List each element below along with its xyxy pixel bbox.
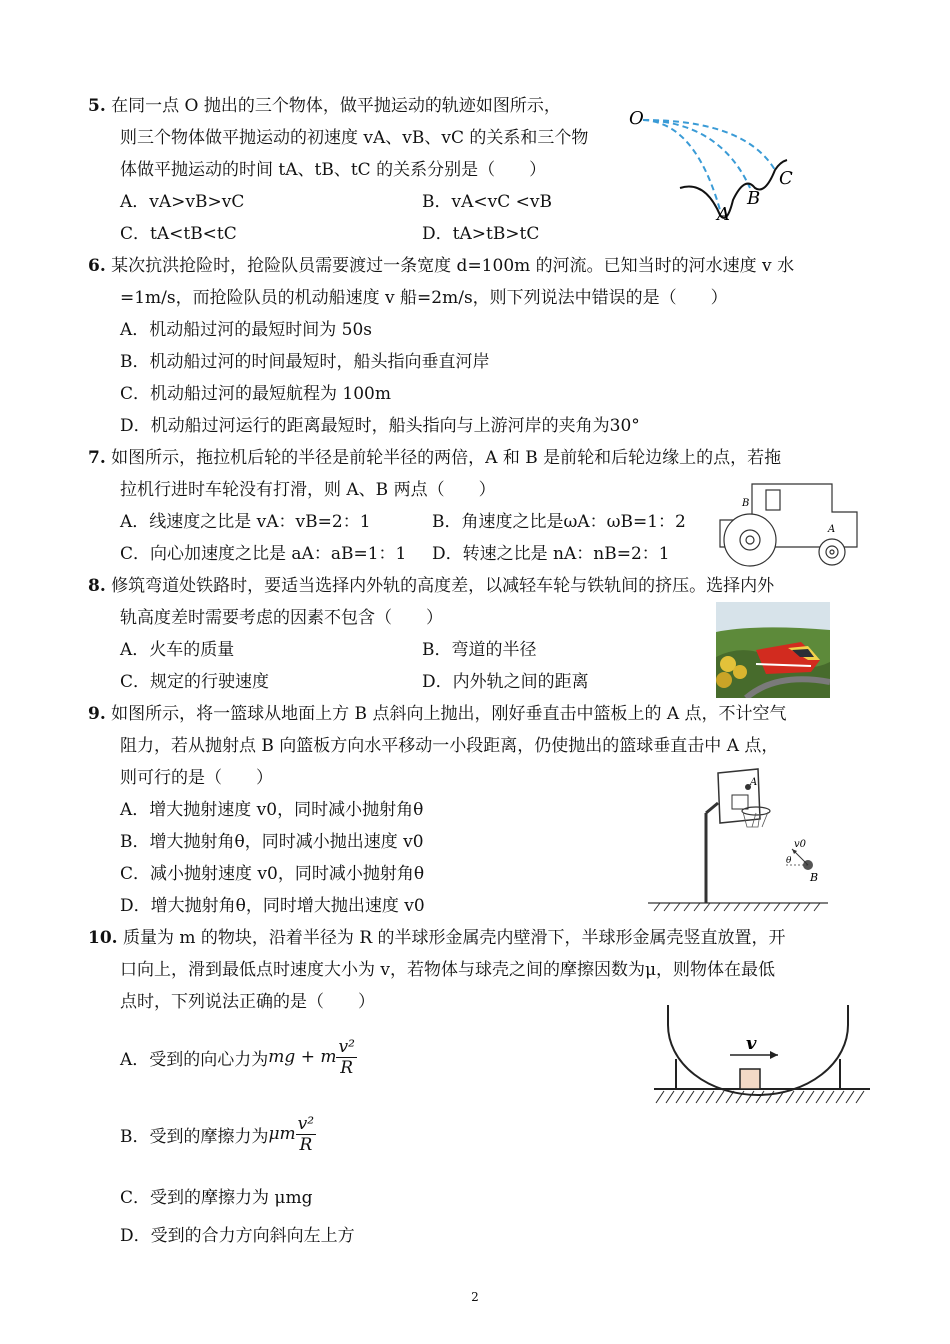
projectile-figure — [625, 100, 805, 230]
question-text: =1m/s，而抢险队员的机动船速度 v 船=2m/s，则下列说法中错误的是（ ） — [120, 288, 728, 308]
option-d[interactable]: D．内外轨之间的距离 — [422, 672, 589, 692]
question-6 — [88, 250, 868, 442]
label-b: B — [810, 871, 819, 884]
option-b[interactable]: B．角速度之比是ωA：ωB=1：2 — [432, 512, 686, 532]
label-v: v — [746, 1033, 757, 1054]
question-text: 如图所示，拖拉机后轮的半径是前轮半径的两倍，A 和 B 是前轮和后轮边缘上的点，若拖 — [111, 448, 782, 468]
option-d[interactable]: D．机动船过河运行的距离最短时，船头指向与上游河岸的夹角为30° — [120, 416, 640, 436]
question-text: 拉机行进时车轮没有打滑，则 A、B 两点（ ） — [120, 480, 496, 500]
option-d[interactable]: D．受到的合力方向斜向左上方 — [120, 1226, 355, 1246]
label-c: C — [779, 168, 793, 189]
option-b-expr: μm — [268, 1124, 296, 1144]
question-number: 5. — [88, 96, 106, 116]
question-number: 7. — [88, 448, 106, 468]
question-text: 轨高度差时需要考虑的因素不包含（ ） — [120, 608, 443, 628]
question-text: 阻力，若从抛射点 B 向篮板方向水平移动一小段距离，仍使抛出的篮球垂直击中 A 点， — [120, 736, 779, 756]
option-a-text: A．受到的向心力为 — [120, 1049, 269, 1070]
option-d[interactable]: D．增大抛射角θ，同时增大抛出速度 v0 — [120, 896, 425, 916]
hemisphere-figure — [650, 1005, 875, 1107]
option-d[interactable]: D．tA>tB>tC — [422, 224, 540, 244]
option-a[interactable]: A．增大抛射速度 v0，同时减小抛射角θ — [120, 800, 424, 820]
option-c[interactable]: C．受到的摩擦力为 μmg — [120, 1188, 313, 1208]
question-text: 体做平抛运动的时间 tA、tB、tC 的关系分别是（ ） — [120, 160, 547, 180]
question-text: 质量为 m 的物块，沿着半径为 R 的半球形金属壳内壁滑下，半球形金属壳竖直放置，开 — [122, 928, 786, 948]
question-number: 10. — [88, 928, 118, 948]
question-number: 9. — [88, 704, 106, 724]
option-c[interactable]: C．tA<tB<tC — [120, 224, 237, 244]
fraction — [296, 1114, 316, 1155]
label-b: B — [747, 188, 761, 209]
basketball-figure — [648, 765, 828, 913]
fraction-numerator: v² — [338, 1036, 355, 1057]
option-a[interactable]: A．vA>vB>vC — [120, 192, 245, 212]
option-d[interactable]: D．转速之比是 nA：nB=2：1 — [432, 544, 670, 564]
option-a-expr: mg + m — [268, 1047, 337, 1067]
label-o: O — [629, 108, 644, 129]
option-b[interactable]: B．机动船过河的时间最短时，船头指向垂直河岸 — [120, 352, 490, 372]
option-b[interactable]: B．增大抛射角θ，同时减小抛出速度 v0 — [120, 832, 424, 852]
label-b: B — [742, 498, 750, 509]
question-text: 则可行的是（ ） — [120, 768, 273, 788]
fraction-denominator: R — [340, 1057, 354, 1078]
option-c[interactable]: C．向心加速度之比是 aA：aB=1：1 — [120, 544, 407, 564]
option-a[interactable]: A．火车的质量 — [120, 640, 235, 660]
option-b[interactable]: B．弯道的半径 — [422, 640, 537, 660]
option-c[interactable]: C．机动船过河的最短航程为 100m — [120, 384, 391, 404]
option-b-text: B．受到的摩擦力为 — [120, 1126, 269, 1147]
fraction-denominator: R — [299, 1134, 313, 1155]
question-text: 在同一点 O 抛出的三个物体，做平抛运动的轨迹如图所示， — [111, 96, 561, 116]
question-number: 8. — [88, 576, 106, 596]
label-v0: v0 — [794, 839, 807, 850]
option-b[interactable]: B．vA<vC <vB — [422, 192, 552, 212]
page-number: 2 — [471, 1290, 479, 1304]
question-text: 点时，下列说法正确的是（ ） — [120, 992, 375, 1012]
fraction — [336, 1037, 356, 1078]
question-number: 6. — [88, 256, 106, 276]
label-a: A — [717, 204, 730, 225]
option-a[interactable]: A．线速度之比是 vA：vB=2：1 — [120, 512, 371, 532]
label-a: A — [750, 777, 758, 788]
question-text: 修筑弯道处铁路时，要适当选择内外轨的高度差，以减轻车轮与铁轨间的挤压。选择内外 — [111, 576, 775, 596]
option-c[interactable]: C．规定的行驶速度 — [120, 672, 270, 692]
question-text: 则三个物体做平抛运动的初速度 vA、vB、vC 的关系和三个物 — [120, 128, 589, 148]
label-a: A — [828, 524, 836, 535]
label-theta: θ — [786, 856, 792, 866]
option-c[interactable]: C．减小抛射速度 v0，同时减小抛射角θ — [120, 864, 425, 884]
question-text: 如图所示，将一篮球从地面上方 B 点斜向上抛出，刚好垂直击中篮板上的 A 点，不计空气 — [111, 704, 787, 724]
train-photo — [716, 602, 830, 698]
tractor-figure — [712, 472, 862, 572]
fraction-numerator: v² — [297, 1113, 315, 1134]
option-b[interactable] — [88, 1098, 868, 1170]
question-text: 口向上，滑到最低点时速度大小为 v，若物体与球壳之间的摩擦因数为μ，则物体在最低 — [120, 960, 776, 980]
option-a[interactable]: A．机动船过河的最短时间为 50s — [120, 320, 373, 340]
question-text: 某次抗洪抢险时，抢险队员需要渡过一条宽度 d=100m 的河流。已知当时的河水速度 v 水 — [111, 256, 795, 276]
